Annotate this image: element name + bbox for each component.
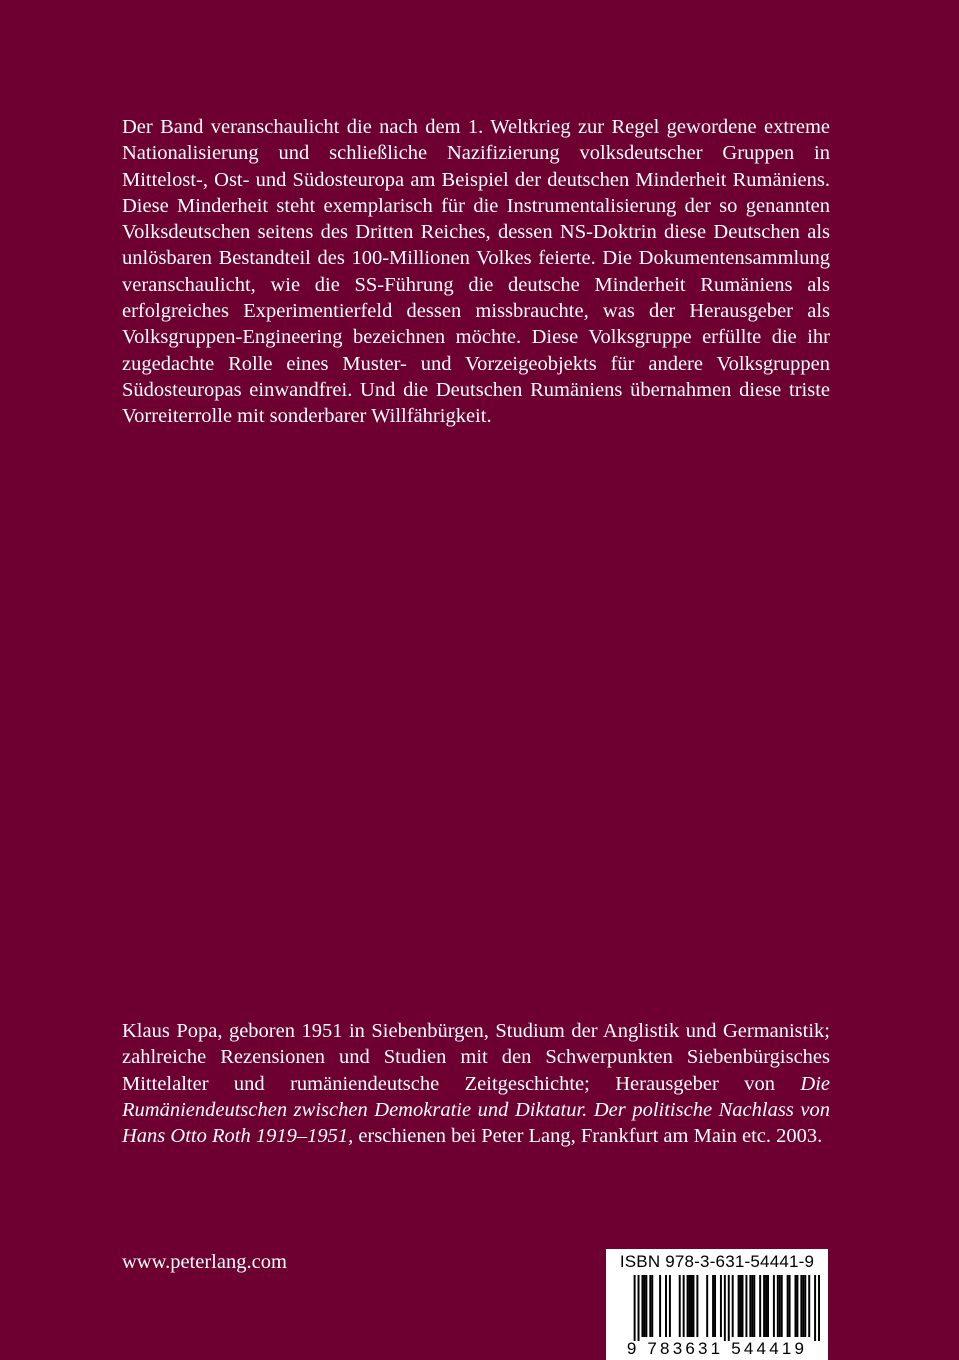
barcode-bar bbox=[659, 1275, 661, 1337]
barcode-bar bbox=[649, 1275, 651, 1337]
barcode-bar bbox=[779, 1275, 781, 1337]
barcode-bar bbox=[753, 1275, 755, 1337]
barcode-bar bbox=[814, 1275, 816, 1341]
barcode-bar bbox=[745, 1275, 747, 1337]
barcode-bar bbox=[638, 1275, 640, 1341]
barcode-bar bbox=[804, 1275, 806, 1337]
barcode-bar bbox=[669, 1275, 671, 1337]
barcode-bar bbox=[724, 1275, 726, 1341]
barcode-bar bbox=[796, 1275, 798, 1337]
barcode-bar bbox=[777, 1275, 779, 1337]
barcode-bar bbox=[714, 1275, 716, 1337]
barcode-bar bbox=[651, 1275, 653, 1337]
barcode-bar bbox=[696, 1275, 698, 1337]
barcode-bar bbox=[687, 1275, 689, 1337]
barcode-bar bbox=[679, 1275, 681, 1337]
barcode-bar bbox=[738, 1275, 740, 1337]
barcode-bar bbox=[665, 1275, 667, 1337]
publisher-website: www.peterlang.com bbox=[122, 1251, 287, 1273]
barcode-bar bbox=[732, 1275, 734, 1337]
barcode-bar bbox=[691, 1275, 693, 1337]
barcode-bar bbox=[634, 1275, 636, 1341]
barcode-bar bbox=[683, 1275, 685, 1337]
barcode-bar bbox=[720, 1275, 722, 1337]
barcode-bar bbox=[641, 1275, 643, 1337]
author-bio bbox=[122, 1018, 830, 1149]
barcode-bar bbox=[740, 1275, 742, 1337]
barcode-bar bbox=[767, 1275, 769, 1337]
barcode-bar bbox=[789, 1275, 791, 1337]
previous-book-title: Die Rumäniendeutschen zwischen Demokratie und Diktatur. Der politische Nachlass von Hans Otto Roth 1919–1951, bbox=[122, 1072, 830, 1148]
barcode-bar bbox=[728, 1275, 730, 1341]
barcode-bar bbox=[765, 1275, 767, 1337]
author-bio-publisher: erschienen bei Peter Lang, Frankfurt am Main etc. 2003. bbox=[353, 1125, 823, 1148]
barcode-bar bbox=[749, 1275, 751, 1337]
barcode-bar bbox=[759, 1275, 761, 1337]
isbn-barcode-box bbox=[606, 1249, 828, 1360]
barcode-bar bbox=[787, 1275, 789, 1337]
barcode-bar bbox=[712, 1275, 714, 1337]
barcode-bar bbox=[643, 1275, 645, 1337]
barcode-bar bbox=[808, 1275, 810, 1337]
barcode-bar bbox=[781, 1275, 783, 1337]
barcode-bar bbox=[794, 1275, 796, 1337]
barcode-bar bbox=[800, 1275, 802, 1337]
barcode-bar bbox=[689, 1275, 691, 1337]
barcode-icon bbox=[614, 1275, 820, 1341]
barcode-bar bbox=[818, 1275, 820, 1341]
barcode-bar bbox=[802, 1275, 804, 1337]
isbn-label: ISBN 978-3-631-54441-9 bbox=[619, 1252, 815, 1271]
barcode-bar bbox=[706, 1275, 708, 1337]
barcode-bar bbox=[773, 1275, 775, 1337]
barcode-bar bbox=[742, 1275, 744, 1337]
book-description: Der Band veranschaulicht die nach dem 1. Weltkrieg zur Regel gewordene extreme Nationalisierung und schließliche Nazifizierung volksdeutscher Gruppen in Mittelost-, Ost- und Südosteuropa am Beispiel der deutschen Minderheit Rumäniens. Diese Minderheit steht exemplarisch für die Instrumentalisierung der so genannten Volksdeutschen seitens des Dritten Reiches, dessen NS-Doktrin diese Deutschen als unlösbaren Bestandteil des 100-Millionen Volkes feierte. Die Dokumentensammlung veranschaulicht, wie die SS-Führung die deutsche Minderheit Rumäniens als erfolgreiches Experimentierfeld dessen missbrauchte, was der Herausgeber als Volksgruppen-Engineering bezeichnen möchte. Diese Volksgruppe erfüllte die ihr zugedachte Rolle eines Muster- und Vorzeigeobjekts für andere Volksgruppen Südosteuropas einwandfrei. Und die Deutschen Rumäniens übernahmen diese triste Vorreiterrolle mit sonderbarer Willfährigkeit. bbox=[122, 116, 830, 428]
barcode-bar bbox=[763, 1275, 765, 1337]
barcode-bar bbox=[751, 1275, 753, 1337]
author-bio-text: Klaus Popa, geboren 1951 in Siebenbürgen, Studium der Anglistik und Germanistik; zahlreiche Rezensionen und Studien mit den Schwerpunkten Siebenbürgisches Mittelalter und rumäniendeutsche Zeitgeschichte; Herausgeber von bbox=[122, 1020, 830, 1095]
barcode-bar bbox=[645, 1275, 647, 1337]
barcode-digits: 9 783631 544419 bbox=[626, 1339, 808, 1358]
barcode-bar bbox=[692, 1275, 694, 1337]
